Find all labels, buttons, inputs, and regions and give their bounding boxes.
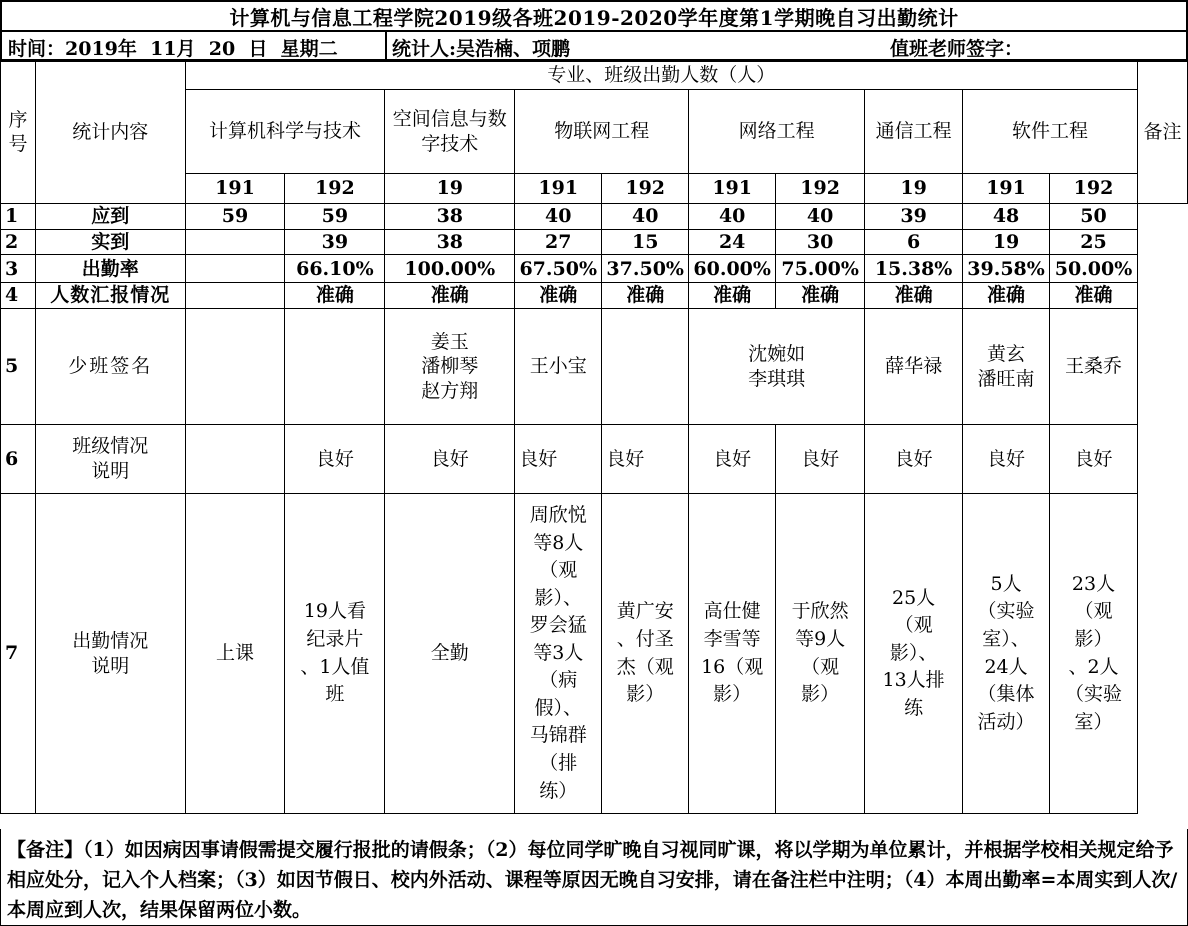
attendance-table [0, 61, 1188, 814]
row-label: 出勤情况 说明 [35, 494, 185, 814]
table-cell: 薛华禄 [865, 309, 963, 425]
teacher-signature-label: 值班老师签字： [890, 38, 1024, 60]
table-cell: 于欣然 等9人 （观 影） [776, 494, 865, 814]
table-cell: 良好 [602, 425, 689, 494]
table-cell: 25人 （观 影）、 13人排 练 [865, 494, 963, 814]
table-cell: 40 [689, 204, 776, 230]
statisticians: 统计人:吴浩楠、项鹏 [392, 38, 571, 60]
table-cell [185, 283, 285, 309]
table-cell: 黄广安 、付圣 杰（观 影） [602, 494, 689, 814]
table-cell: 良好 [865, 425, 963, 494]
table-cell: 5人 （实验 室）、 24人 （集体 活动） [963, 494, 1050, 814]
row-label: 班级情况 说明 [35, 425, 185, 494]
table-cell: 沈婉如 李琪琪 [689, 309, 865, 425]
table-cell: 准确 [385, 283, 515, 309]
table-cell: 37.50% [602, 255, 689, 283]
table-cell: 59 [285, 204, 385, 230]
info-bar [0, 32, 1188, 61]
major-cell: 网络工程 [689, 90, 865, 174]
table-cell: 良好 [385, 425, 515, 494]
record-date: 时间：2019年 11月 20 日 星期二 [8, 38, 338, 60]
table-cell: 准确 [285, 283, 385, 309]
table-cell: 高仕健 李雪等 16（观 影） [689, 494, 776, 814]
table-cell: 38 [385, 204, 515, 230]
table-cell: 39.58% [963, 255, 1050, 283]
table-cell: 39 [285, 229, 385, 255]
table-cell: 良好 [963, 425, 1050, 494]
row-seq: 1 [1, 204, 36, 230]
table-cell: 准确 [963, 283, 1050, 309]
table-cell [285, 309, 385, 425]
table-cell: 50.00% [1050, 255, 1138, 283]
row-label: 出勤率 [35, 255, 185, 283]
table-cell: 60.00% [689, 255, 776, 283]
table-cell: 上课 [185, 494, 285, 814]
class-cell: 192 [602, 174, 689, 204]
table-cell: 良好 [515, 425, 602, 494]
table-cell: 100.00% [385, 255, 515, 283]
table-cell: 24 [689, 229, 776, 255]
table-cell [185, 309, 285, 425]
table-cell: 38 [385, 229, 515, 255]
remark-column [1138, 204, 1188, 814]
class-cell: 191 [689, 174, 776, 204]
class-cell: 192 [285, 174, 385, 204]
info-divider [385, 32, 387, 59]
table-cell: 66.10% [285, 255, 385, 283]
row-label: 实到 [35, 229, 185, 255]
table-cell: 全勤 [385, 494, 515, 814]
table-cell: 48 [963, 204, 1050, 230]
table-cell: 30 [776, 229, 865, 255]
table-cell [602, 309, 689, 425]
class-cell: 191 [515, 174, 602, 204]
table-cell: 准确 [776, 283, 865, 309]
header-remark: 备注 [1138, 62, 1188, 204]
class-cell: 19 [865, 174, 963, 204]
table-cell: 59 [185, 204, 285, 230]
table-cell: 39 [865, 204, 963, 230]
row-label: 少班签名 [35, 309, 185, 425]
table-cell: 40 [776, 204, 865, 230]
table-cell: 40 [602, 204, 689, 230]
table-cell: 15 [602, 229, 689, 255]
table-cell [185, 255, 285, 283]
class-cell: 191 [185, 174, 285, 204]
table-cell: 50 [1050, 204, 1138, 230]
table-cell: 23人 （观 影） 、2人 （实验 室） [1050, 494, 1138, 814]
table-cell: 黄玄 潘旺南 [963, 309, 1050, 425]
major-cell: 软件工程 [963, 90, 1138, 174]
table-cell: 15.38% [865, 255, 963, 283]
row-label: 人数汇报情况 [35, 283, 185, 309]
table-cell: 良好 [776, 425, 865, 494]
table-cell: 姜玉 潘柳琴 赵方翔 [385, 309, 515, 425]
row-seq: 5 [1, 309, 36, 425]
header-content: 统计内容 [35, 62, 185, 204]
row-seq: 2 [1, 229, 36, 255]
table-cell: 67.50% [515, 255, 602, 283]
class-cell: 192 [776, 174, 865, 204]
table-cell: 良好 [1050, 425, 1138, 494]
row-seq: 7 [1, 494, 36, 814]
row-label: 应到 [35, 204, 185, 230]
table-cell: 27 [515, 229, 602, 255]
table-cell [185, 425, 285, 494]
table-cell: 准确 [602, 283, 689, 309]
table-cell: 王小宝 [515, 309, 602, 425]
table-cell: 25 [1050, 229, 1138, 255]
remarks-note: 【备注】（1）如因病因事请假需提交履行报批的请假条；（2）每位同学旷晚自习视同旷课，将以学期为单位累计，并根据学校相关规定给予相应处分，记入个人档案；（3）如因节假日、校内外活动、课程等原因无晚自习安排，请在备注栏中注明；（4）本周出勤率=本周实到人次/本周应到人次，结果保留两位小数。 [0, 829, 1188, 926]
sheet-title: 计算机与信息工程学院2019级各班2019-2020学年度第1学期晚自习出勤统计 [0, 0, 1188, 32]
header-group: 专业、班级出勤人数（人） [185, 62, 1137, 90]
table-cell: 40 [515, 204, 602, 230]
major-cell: 通信工程 [865, 90, 963, 174]
major-cell: 物联网工程 [515, 90, 689, 174]
class-cell: 191 [963, 174, 1050, 204]
table-cell: 良好 [689, 425, 776, 494]
table-cell: 良好 [285, 425, 385, 494]
table-cell: 准确 [689, 283, 776, 309]
table-cell: 6 [865, 229, 963, 255]
row-seq: 6 [1, 425, 36, 494]
class-cell: 19 [385, 174, 515, 204]
table-cell: 周欣悦 等8人 （观 影）、 罗会猛 等3人 （病 假）、 马锦群 （排 练） [515, 494, 602, 814]
row-seq: 4 [1, 283, 36, 309]
table-cell: 19 [963, 229, 1050, 255]
table-cell: 王桑乔 [1050, 309, 1138, 425]
major-cell: 计算机科学与技术 [185, 90, 385, 174]
table-cell: 75.00% [776, 255, 865, 283]
header-seq: 序号 [1, 62, 36, 204]
table-cell: 准确 [515, 283, 602, 309]
major-cell: 空间信息与数字技术 [385, 90, 515, 174]
table-cell: 准确 [1050, 283, 1138, 309]
table-cell: 准确 [865, 283, 963, 309]
row-seq: 3 [1, 255, 36, 283]
table-cell: 19人看 纪录片 、1人值 班 [285, 494, 385, 814]
class-cell: 192 [1050, 174, 1138, 204]
table-cell [185, 229, 285, 255]
